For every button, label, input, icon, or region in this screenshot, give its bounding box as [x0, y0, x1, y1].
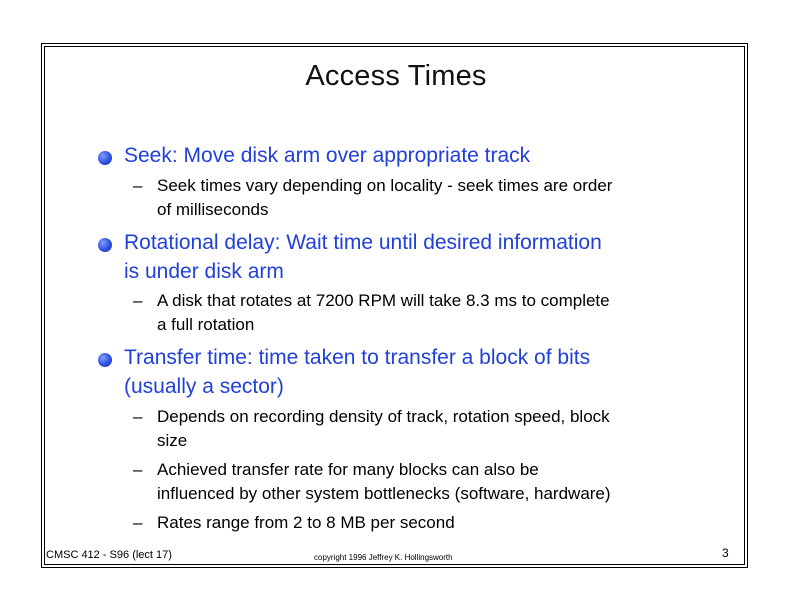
sub-line: a full rotation — [157, 315, 255, 334]
sub-item-text — [157, 405, 717, 453]
slide-title: Access Times — [305, 60, 487, 92]
sub-line: Seek times vary depending on locality - seek times are order — [157, 176, 613, 195]
sub-line: influenced by other system bottlenecks (software, hardware) — [157, 484, 611, 503]
sub-line: A disk that rotates at 7200 RPM will take 8.3 ms to complete — [157, 291, 610, 310]
bullet-line: (usually a sector) — [124, 375, 284, 398]
sub-item-text — [157, 458, 717, 506]
bullet-line: Seek: Move disk arm over appropriate track — [124, 144, 531, 167]
footer-copyright: copyright 1996 Jeffrey K. Hollingsworth — [314, 553, 453, 562]
bullet-text — [124, 343, 704, 401]
sub-line: Rates range from 2 to 8 MB per second — [157, 513, 455, 532]
dash-icon: – — [133, 460, 143, 479]
bullet-dot-icon — [98, 151, 112, 165]
bullet-line: Rotational delay: Wait time until desired information — [124, 231, 602, 254]
page-number: 3 — [722, 546, 729, 560]
sub-line: Depends on recording density of track, rotation speed, block — [157, 407, 610, 426]
bullet-line: Transfer time: time taken to transfer a block of bits — [124, 346, 591, 369]
dash-icon: – — [133, 513, 143, 532]
sub-item-text — [157, 511, 717, 535]
sub-line: of milliseconds — [157, 200, 269, 219]
sub-item-text — [157, 174, 717, 222]
bullet-dot-icon — [98, 238, 112, 252]
bullet-text — [124, 141, 704, 170]
footer-course-label: CMSC 412 - S96 (lect 17) — [46, 549, 172, 561]
sub-item-text — [157, 289, 717, 337]
dash-icon: – — [133, 407, 143, 426]
dash-icon: – — [133, 291, 143, 310]
dash-icon: – — [133, 176, 143, 195]
bullet-dot-icon — [98, 353, 112, 367]
bullet-line: is under disk arm — [124, 260, 284, 283]
bullet-text — [124, 228, 704, 286]
sub-line: Achieved transfer rate for many blocks can also be — [157, 460, 539, 479]
sub-line: size — [157, 431, 188, 450]
